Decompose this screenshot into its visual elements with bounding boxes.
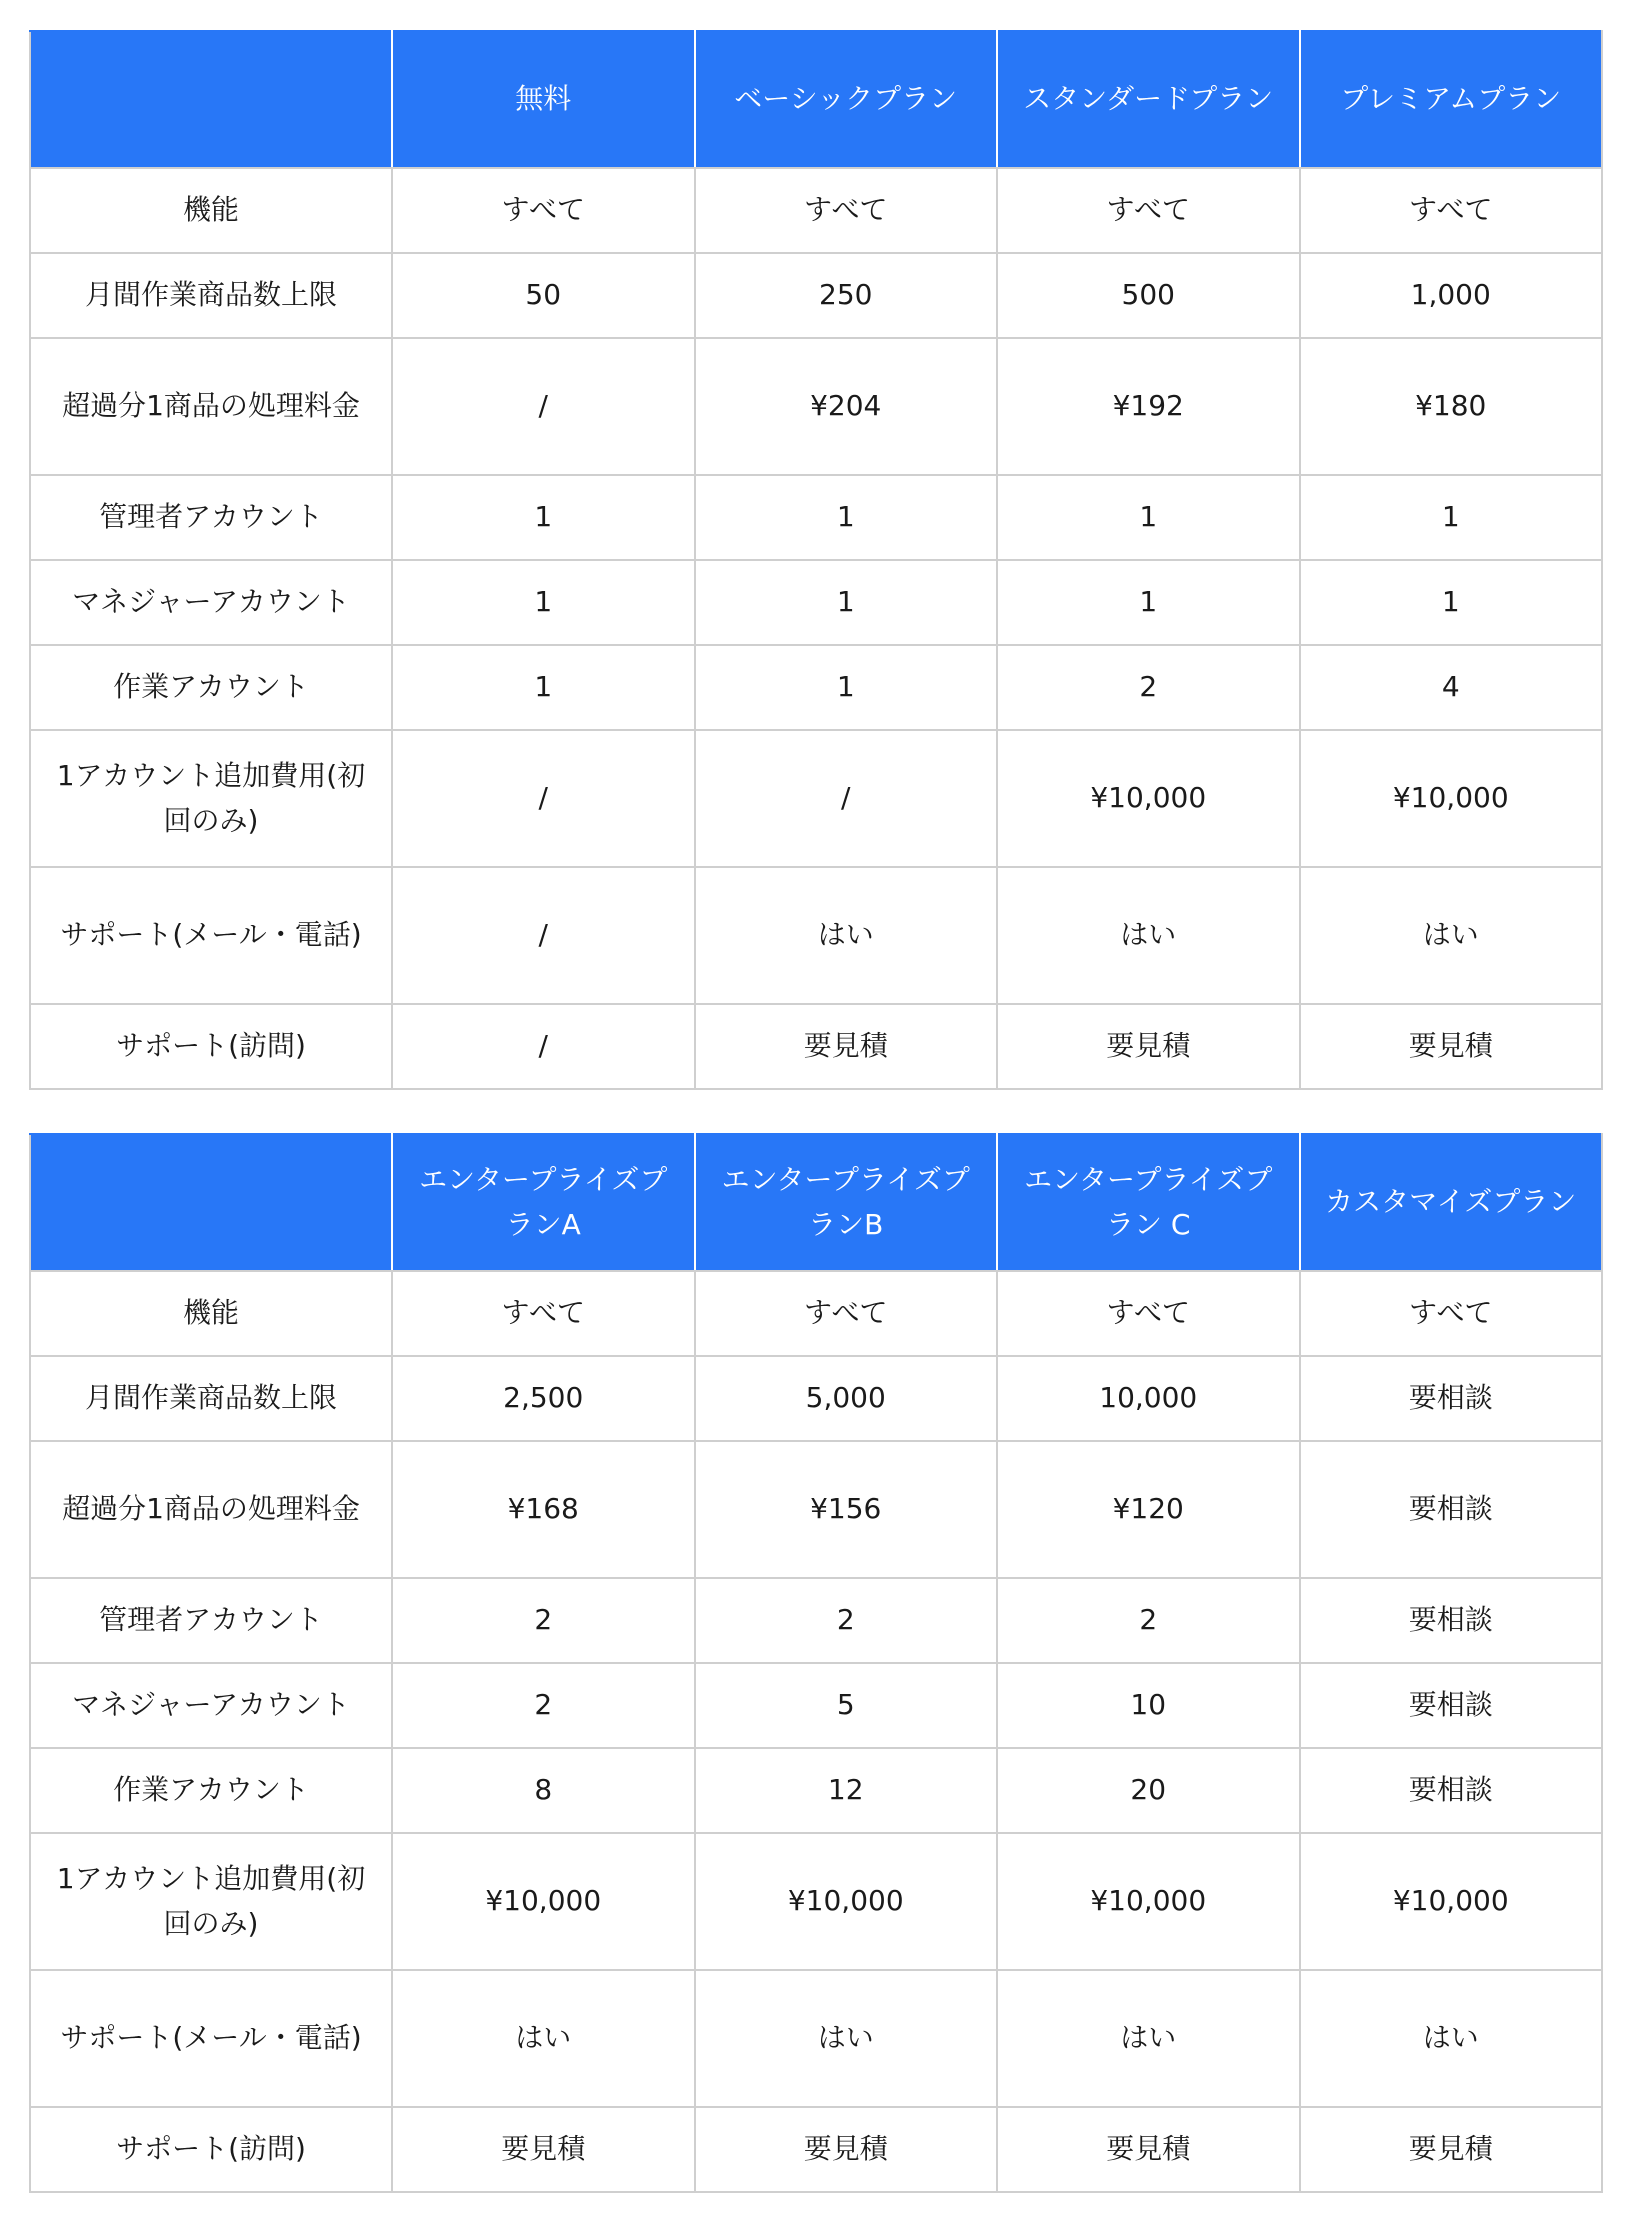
table-cell: 要相談 (1300, 1578, 1603, 1663)
table-cell: 4 (1300, 645, 1603, 730)
table-cell: 8 (392, 1748, 695, 1833)
row-label: 作業アカウント (30, 1748, 392, 1833)
header-cell-enterprise-b: エンタープライズプランB (695, 1134, 998, 1271)
table-cell: ¥180 (1300, 338, 1603, 475)
table-cell: 5 (695, 1663, 998, 1748)
table-row (30, 730, 1602, 867)
table-cell: はい (1300, 867, 1603, 1004)
table-row (30, 867, 1602, 1004)
table-row (30, 1578, 1602, 1663)
row-label: 管理者アカウント (30, 1578, 392, 1663)
row-label: 機能 (30, 168, 392, 253)
table-cell: 2 (997, 645, 1300, 730)
header-cell-empty (30, 1134, 392, 1271)
table-cell: 要相談 (1300, 1441, 1603, 1578)
header-cell-enterprise-a: エンタープライズプランA (392, 1134, 695, 1271)
table-cell: ¥156 (695, 1441, 998, 1578)
table-row (30, 1663, 1602, 1748)
table-cell: 1 (1300, 475, 1603, 560)
table-cell: 10 (997, 1663, 1300, 1748)
table-cell: ¥192 (997, 338, 1300, 475)
table-cell: 要見積 (997, 1004, 1300, 1089)
table-row (30, 560, 1602, 645)
table-cell: 10,000 (997, 1356, 1300, 1441)
table-cell: はい (997, 1970, 1300, 2107)
table-cell: 2 (392, 1578, 695, 1663)
row-label: 管理者アカウント (30, 475, 392, 560)
table-cell: 20 (997, 1748, 1300, 1833)
row-label: 超過分1商品の処理料金 (30, 1441, 392, 1578)
row-label: マネジャーアカウント (30, 560, 392, 645)
row-label: マネジャーアカウント (30, 1663, 392, 1748)
table-cell: すべて (695, 1271, 998, 1356)
table-cell: 1 (695, 645, 998, 730)
header-cell-premium: プレミアムプラン (1300, 31, 1603, 168)
table-cell: すべて (392, 1271, 695, 1356)
table-cell: 2 (392, 1663, 695, 1748)
row-label: 月間作業商品数上限 (30, 253, 392, 338)
row-label: サポート(訪問) (30, 1004, 392, 1089)
table-cell: すべて (997, 1271, 1300, 1356)
table-cell: / (392, 338, 695, 475)
table-cell: ¥204 (695, 338, 998, 475)
header-cell-custom: カスタマイズプラン (1300, 1134, 1603, 1271)
table-cell: すべて (1300, 168, 1603, 253)
table-cell: はい (695, 1970, 998, 2107)
table-row (30, 1748, 1602, 1833)
table-cell: ¥120 (997, 1441, 1300, 1578)
table-row (30, 475, 1602, 560)
table-cell: / (392, 730, 695, 867)
table-cell: ¥10,000 (1300, 1833, 1603, 1970)
table-cell: ¥10,000 (997, 730, 1300, 867)
table-cell: すべて (997, 168, 1300, 253)
row-label: 1アカウント追加費用(初回のみ) (30, 730, 392, 867)
table-row (30, 1356, 1602, 1441)
table-row (30, 1970, 1602, 2107)
table-cell: 要相談 (1300, 1663, 1603, 1748)
table-row (30, 338, 1602, 475)
table-cell: 2 (997, 1578, 1300, 1663)
table-cell: すべて (1300, 1271, 1603, 1356)
table-cell: 2 (695, 1578, 998, 1663)
row-label: サポート(メール・電話) (30, 1970, 392, 2107)
table-cell: 50 (392, 253, 695, 338)
table-cell: ¥10,000 (392, 1833, 695, 1970)
table-cell: 2,500 (392, 1356, 695, 1441)
table-cell: ¥168 (392, 1441, 695, 1578)
header-row (30, 1134, 1602, 1271)
table-row (30, 253, 1602, 338)
header-cell-free: 無料 (392, 31, 695, 168)
header-row (30, 31, 1602, 168)
header-cell-basic: ベーシックプラン (695, 31, 998, 168)
table-cell: 1 (997, 560, 1300, 645)
table-cell: 1 (392, 645, 695, 730)
row-label: 作業アカウント (30, 645, 392, 730)
row-label: 超過分1商品の処理料金 (30, 338, 392, 475)
row-label: サポート(メール・電話) (30, 867, 392, 1004)
table-cell: 1 (695, 560, 998, 645)
table-cell: ¥10,000 (1300, 730, 1603, 867)
row-label: 機能 (30, 1271, 392, 1356)
table-row (30, 168, 1602, 253)
table-cell: 1 (1300, 560, 1603, 645)
row-label: 1アカウント追加費用(初回のみ) (30, 1833, 392, 1970)
table-cell: 1 (392, 475, 695, 560)
table-row (30, 2107, 1602, 2192)
header-cell-standard: スタンダードプラン (997, 31, 1300, 168)
table-cell: 要見積 (392, 2107, 695, 2192)
table-cell: 5,000 (695, 1356, 998, 1441)
table-cell: はい (695, 867, 998, 1004)
table-cell: 要見積 (1300, 1004, 1603, 1089)
table-cell: 要見積 (997, 2107, 1300, 2192)
table-cell: 1 (392, 560, 695, 645)
table-cell: 要見積 (695, 1004, 998, 1089)
table-cell: 1 (695, 475, 998, 560)
row-label: サポート(訪問) (30, 2107, 392, 2192)
header-cell-enterprise-c: エンタープライズプラン C (997, 1134, 1300, 1271)
table-cell: 12 (695, 1748, 998, 1833)
table-row (30, 645, 1602, 730)
pricing-table-2 (29, 1133, 1603, 2193)
table-cell: ¥10,000 (695, 1833, 998, 1970)
table-cell: / (392, 1004, 695, 1089)
table-cell: はい (997, 867, 1300, 1004)
table-row (30, 1441, 1602, 1578)
table-cell: 1 (997, 475, 1300, 560)
table-cell: 要見積 (695, 2107, 998, 2192)
row-label: 月間作業商品数上限 (30, 1356, 392, 1441)
table-cell: すべて (392, 168, 695, 253)
table-cell: 要相談 (1300, 1356, 1603, 1441)
table-row (30, 1833, 1602, 1970)
table-cell: / (695, 730, 998, 867)
table-cell: 1,000 (1300, 253, 1603, 338)
table-cell: はい (1300, 1970, 1603, 2107)
table-cell: / (392, 867, 695, 1004)
table-cell: 500 (997, 253, 1300, 338)
header-cell-empty (30, 31, 392, 168)
table-cell: はい (392, 1970, 695, 2107)
table-cell: 250 (695, 253, 998, 338)
table-row (30, 1271, 1602, 1356)
table-cell: ¥10,000 (997, 1833, 1300, 1970)
table-row (30, 1004, 1602, 1089)
pricing-table-1 (29, 30, 1603, 1090)
table-cell: すべて (695, 168, 998, 253)
table-cell: 要見積 (1300, 2107, 1603, 2192)
table-cell: 要相談 (1300, 1748, 1603, 1833)
